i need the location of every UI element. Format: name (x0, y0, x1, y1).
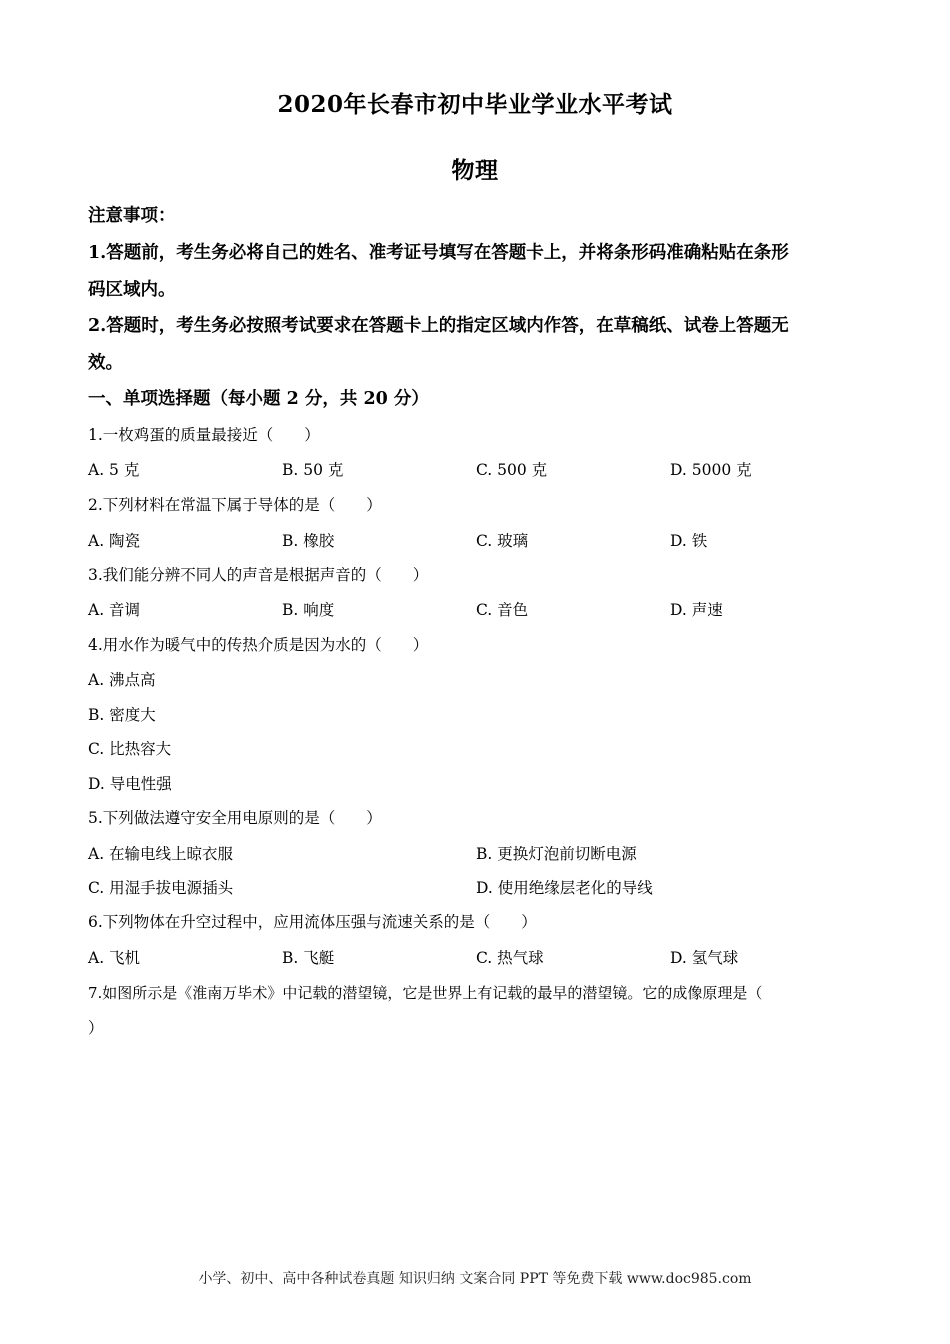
option-d: D. 铁 (670, 532, 708, 550)
option-a: A. 5 克 (88, 461, 140, 479)
option-a: A. 音调 (88, 601, 141, 619)
option-d: D. 声速 (670, 601, 723, 619)
notice-item-1-line-1: 1.答题前，考生务必将自己的姓名、准考证号填写在答题卡上，并将条形码准确粘贴在条形 (88, 243, 789, 263)
option-d: D. 氢气球 (670, 949, 739, 967)
option-a: A. 在输电线上晾衣服 (88, 845, 234, 863)
option-c: C. 玻璃 (476, 532, 529, 550)
notice-item-1-line-2: 码区域内。 (88, 280, 176, 300)
question-stem: 3.我们能分辨不同人的声音是根据声音的（ ） (88, 566, 429, 584)
option-a: A. 飞机 (88, 949, 141, 967)
option-c: C. 500 克 (476, 461, 548, 479)
option-d: D. 使用绝缘层老化的导线 (476, 879, 653, 897)
option-c: C. 比热容大 (88, 740, 172, 758)
option-b: B. 飞艇 (282, 949, 335, 967)
option-d: D. 5000 克 (670, 461, 752, 479)
question-stem: 5.下列做法遵守安全用电原则的是（ ） (88, 809, 382, 827)
option-c: C. 音色 (476, 601, 529, 619)
question-stem-continued: ） (88, 1019, 104, 1037)
notice-item-2-line-1: 2.答题时，考生务必按照考试要求在答题卡上的指定区域内作答，在草稿纸、试卷上答题无 (88, 316, 789, 336)
notice-heading: 注意事项： (88, 206, 176, 226)
option-b: B. 密度大 (88, 706, 156, 724)
question-stem: 1.一枚鸡蛋的质量最接近（ ） (88, 426, 320, 444)
option-a: A. 陶瓷 (88, 532, 141, 550)
option-b: B. 响度 (282, 601, 335, 619)
notice-item-2-line-2: 效。 (88, 353, 123, 373)
exam-title: 2020年长春市初中毕业学业水平考试 (277, 91, 673, 118)
question-stem: 6.下列物体在升空过程中，应用流体压强与流速关系的是（ ） (88, 913, 537, 931)
question-stem: 4.用水作为暖气中的传热介质是因为水的（ ） (88, 636, 429, 654)
exam-subject: 物理 (451, 157, 499, 184)
question-stem: 2.下列材料在常温下属于导体的是（ ） (88, 496, 382, 514)
option-b: B. 更换灯泡前切断电源 (476, 845, 637, 863)
option-b: B. 橡胶 (282, 532, 335, 550)
option-d: D. 导电性强 (88, 775, 172, 793)
option-a: A. 沸点高 (88, 671, 156, 689)
question-stem: 7.如图所示是《淮南万毕术》中记载的潜望镜，它是世界上有记载的最早的潜望镜。它的成像原理是（ (88, 984, 763, 1002)
section-heading: 一、单项选择题（每小题 2 分，共 20 分） (88, 389, 429, 409)
option-c: C. 用湿手拔电源插头 (88, 879, 234, 897)
option-c: C. 热气球 (476, 949, 544, 967)
page-footer: 小学、初中、高中各种试卷真题 知识归纳 文案合同 PPT 等免费下载 www.doc985.com (198, 1271, 752, 1287)
option-b: B. 50 克 (282, 461, 344, 479)
